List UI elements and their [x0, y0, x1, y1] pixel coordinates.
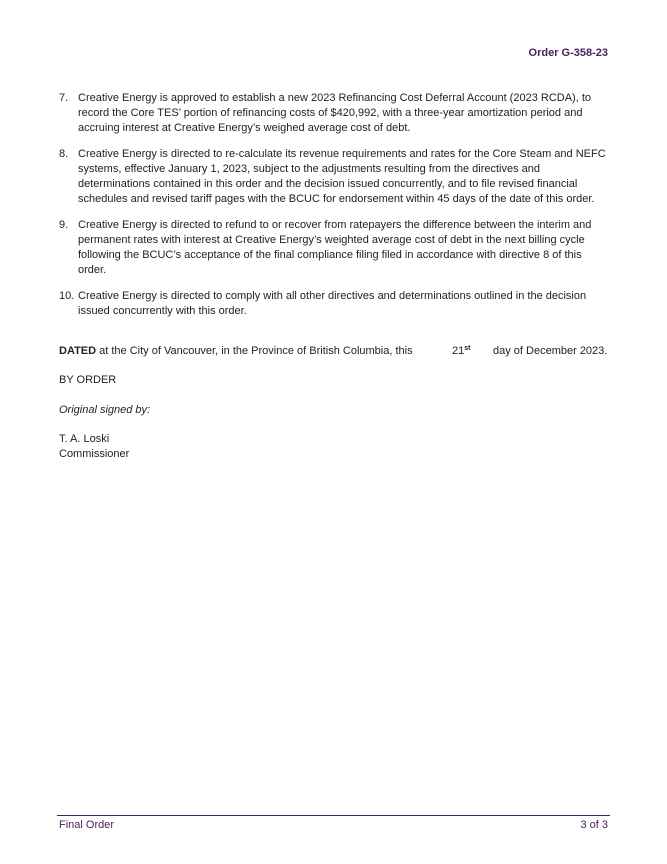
footer-label: Final Order: [59, 819, 115, 831]
directive-item: [59, 289, 611, 319]
dated-month: day of December 2023.: [493, 345, 608, 357]
dated-day-number: 21: [452, 345, 465, 357]
signatory-title: Commissioner: [59, 448, 130, 460]
directive-text: Creative Energy is directed to refund to or recover from ratepayers the difference between the interim and permanent rates with interest at Creative Energy’s weighted average cost of debt in the next billing cycle following the BCUC’s acceptance of the final compliance filing filed in accordance with directive 8 of this order.: [78, 219, 592, 276]
directive-item: [59, 91, 611, 136]
directive-item: [59, 218, 611, 278]
directive-text: Creative Energy is directed to re-calculate its revenue requirements and rates for the Core Steam and NEFC systems, effective January 1, 2023, subject to the adjustments resulting from the directives and determinations contained in this order and the decision issued concurrently, and to file revised financial schedules and revised tariff pages with the BCUC for endorsement within 45 days of the date of this order.: [78, 148, 606, 205]
by-order: BY ORDER: [59, 374, 117, 386]
dated-day-suffix: st: [464, 345, 471, 352]
dated-day: [452, 344, 470, 359]
signatory-block: [59, 432, 129, 462]
signed-note: Original signed by:: [59, 404, 151, 416]
directive-number: 9.: [59, 219, 69, 231]
directive-number: 8.: [59, 148, 69, 160]
directive-text: Creative Energy is approved to establish a new 2023 Refinancing Cost Deferral Account (2023 RCDA), to record the Core TES’ portion of refinancing costs of $420,992, with a three-year amortization period and accruing interest at Creative Energy’s weighed average cost of debt.: [78, 92, 591, 134]
order-number: Order G-358-23: [528, 47, 608, 59]
directive-number: 7.: [59, 92, 69, 104]
footer-divider: [57, 815, 610, 816]
dated-label: DATED: [59, 345, 97, 357]
dated-place: at the City of Vancouver, in the Province of British Columbia, this: [96, 345, 413, 357]
directive-number: 10.: [59, 290, 75, 302]
page-number: 3 of 3: [580, 819, 608, 831]
directives-list: [59, 91, 611, 330]
directive-item: [59, 147, 611, 207]
dated-line: [59, 344, 609, 360]
directive-text: Creative Energy is directed to comply with all other directives and determinations outlined in the decision issued concurrently with this order.: [78, 290, 587, 317]
signatory-name: T. A. Loski: [59, 433, 110, 445]
